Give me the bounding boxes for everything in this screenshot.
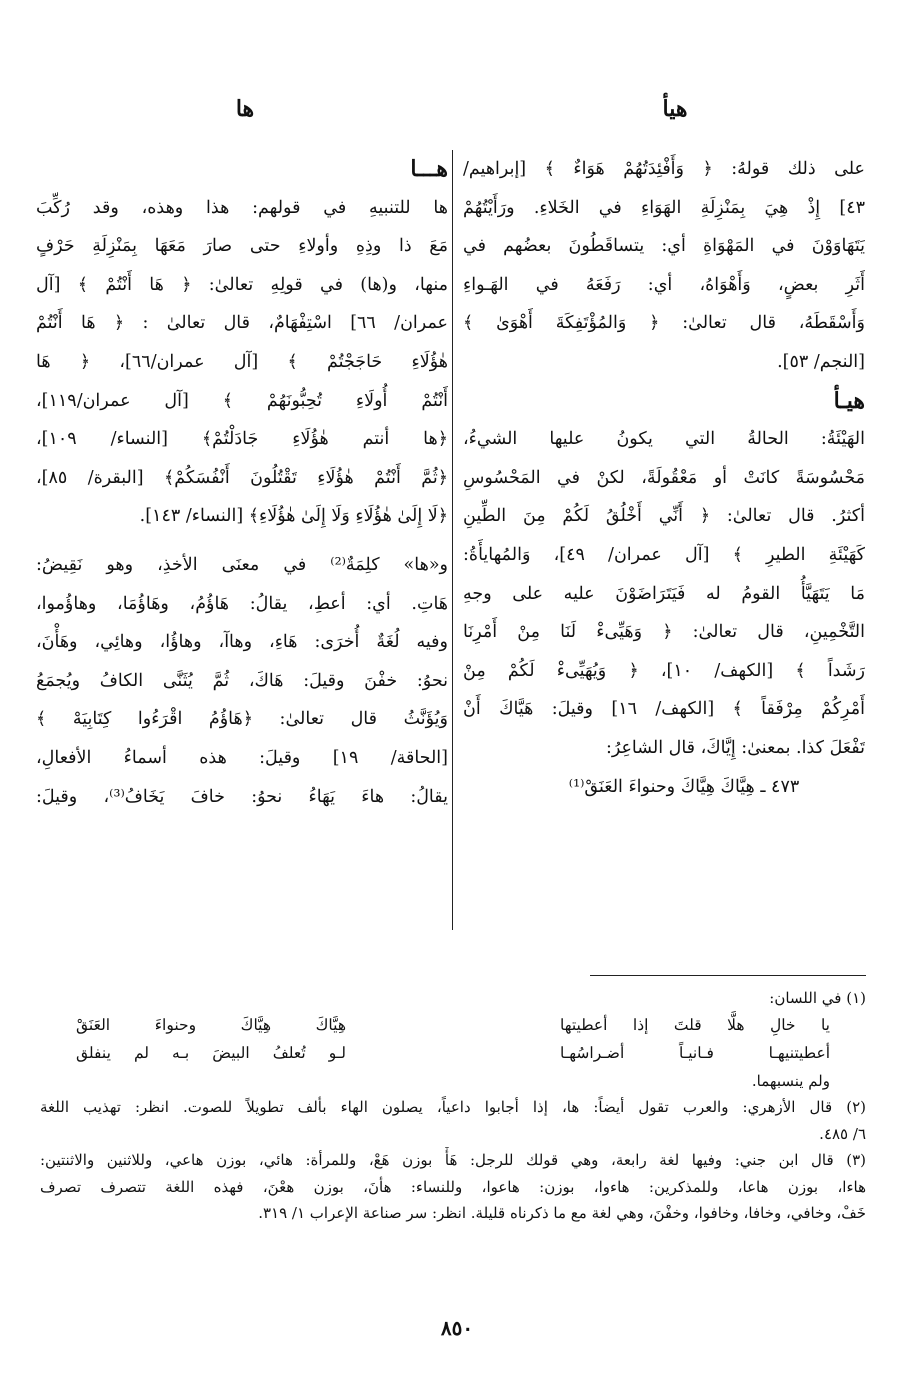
- text-line: رَشَداً ﴾ [الكهف/ ١٠]، ﴿ وَيُهَيِّىءْ لَكُمْ مِنْ: [463, 660, 865, 681]
- text-line: أَمْرِكُمْ مِرْفَقاً ﴾ [الكهف/ ١٦] وقيلَ: هَيَّاكَ أَنْ: [463, 699, 865, 720]
- text-line: نحوُ: خفْنَ وقيلَ: هَاكَ، ثُمَّ يُثَنَّى الكافُ ويُجمَعُ: [36, 670, 448, 691]
- footnote-3-line: (٣) قال ابن جني: وفيها لغة رابعة، وهي قولك للرجل: هَأْ بوزن هَعْ، وللمرأة: هائي، بوزن هاعي، وللاثنين والاثنتين:: [40, 1151, 866, 1169]
- text-line: ٤٣] إِذْ هِيَ بِمَنْزِلَةِ الهَوَاءِ في الخَلاءِ. ورَأَيْتُهُمْ: [463, 197, 865, 218]
- text-line: و«ها» كلِمَةٌ⁽²⁾ في معنَى الأخذِ، وهو نَقِيضُ:: [36, 554, 448, 575]
- verse-line: ٤٧٣ ـ هِيَّاكَ هِيَّاكَ وحنواءَ العَنَقْ⁽¹⁾: [568, 776, 800, 797]
- footnote-3-line: خَفْ، وخافي، وخافا، وخافوا، وخفْنَ، وهي لغة مع ما ذكرناه قليلة. انظر: سر صناعة الإعراب ١/ ٣١٩.: [258, 1204, 866, 1222]
- text-line: وفيه لُغَةٌ أُخرَى: هَاءِ، وهاآ، وهاؤُا، وهائِي، وهَأْنَ،: [36, 632, 448, 653]
- text-line: منها، و(ها) في قولِهِ تعالىٰ: ﴿ هَا أَنْتُمْ ﴾ [آل: [36, 274, 448, 295]
- text-line: هَاتِ. أي: أعطِ، يقالُ: هَاؤُمُ، وهَاؤُمَا، وهاؤُموا،: [36, 593, 448, 614]
- poem-hemistich: لـو تُعلفُ البيضَ بـه لم ينفلق: [76, 1043, 346, 1062]
- text-line: وَيُؤَنَّثُ قال تعالىٰ: ﴿هَاؤُمُ اقْرَءُوا كِتَابِيَهْ ﴾: [36, 709, 448, 730]
- paragraph-gap: [36, 536, 448, 546]
- right-column: [463, 150, 865, 806]
- footnote-2-line: (٢) قال الأزهري: والعرب تقول أيضاً: ها، إذا أجابوا داعياً، يصلون الهاء بألف تطويلاً للصوت. انظر: تهذيب اللغة: [40, 1098, 866, 1116]
- text-line: وَأَسْقَطَهُ، قال تعالىٰ: ﴿ وَالمُؤْتَفِكَةَ أَهْوَىٰ ﴾: [463, 313, 865, 334]
- footnote-2-line: ٦/ ٤٨٥.: [819, 1124, 866, 1143]
- text-line: أَثَرِ بعضٍ، وَأَهْوَاهُ، أي: رَفَعَهُ في الهَـواءِ: [463, 274, 865, 295]
- footnotes: [40, 985, 866, 1227]
- footnote-poem: [40, 1012, 866, 1068]
- text-line: مَحْسُوسَةً كانَتْ أو مَعْقُولَةً، لكنْ في المَحْسُوسِ: [463, 467, 865, 488]
- text-line: التَّخْمِينِ، قال تعالىٰ: ﴿ وَهَيِّىءْ لَنَا مِنْ أَمْرِنَا: [463, 622, 865, 643]
- text-line: هٰؤُلَاءِ حَاجَجْتُمْ ﴾ [آل عمران/٦٦]، ﴿ هَا: [36, 351, 448, 372]
- text-line: أكثرُ. قال تعالىٰ: ﴿ أَنِّي أَخْلُقُ لَكُمْ مِنَ الطِّينِ: [463, 506, 865, 527]
- running-header-left: ها: [235, 96, 255, 122]
- left-column: [36, 150, 448, 816]
- text-line: ﴿لَا إِلَىٰ هٰؤُلَاءِ وَلَا إِلَىٰ هٰؤُلَاءِ﴾ [النساء/ ١٤٣].: [139, 506, 448, 527]
- entry-heading-hayaa: هيـأ: [833, 387, 865, 414]
- footnote-1-head: (١) في اللسان:: [769, 989, 866, 1007]
- column-divider: [452, 150, 453, 930]
- poem-hemistich: أعطيتنيهـا فـانيـاً أضـراسُهـا: [560, 1043, 830, 1062]
- text-line: [النجم/ ٥٣].: [777, 351, 865, 372]
- text-line: الهَيْئَةُ: الحالةُ التي يكونُ عليها الشيءُ،: [463, 429, 865, 450]
- footnote-3-line: هاءا، بوزن هاعا، وللمذكرين: هاءوا، بوزن: هاعوا، وللنساء: هأنَ، بوزن هعْنَ، فهذه اللغة تتصرف تصرف: [40, 1177, 866, 1196]
- text-line: مَا يَتَهَيَّأُ القومُ له فَيَتَرَاضَوْنَ عليه على وجهِ: [463, 583, 865, 604]
- text-line: أَنْتُمْ أُولَاءِ تُحِبُّونَهُمْ ﴾ [آل عمران/١١٩]،: [36, 390, 448, 411]
- text-line: عمران/ ٦٦] اسْتِفْهَامٌ، قال تعالىٰ : ﴿ هَا أَنْتُمْ: [36, 313, 448, 334]
- text-line: ﴿ها أنتم هٰؤُلَاءِ جَادَلْتُمْ﴾ [النساء/ ١٠٩]،: [36, 429, 448, 450]
- text-line: [الحاقة/ ١٩] وقيلَ: هذه أسماءُ الأفعالِ،: [36, 747, 448, 768]
- poem-hemistich: يا خالِ هلَّا قلتَ إذا أعطيتها: [560, 1015, 830, 1034]
- text-line: يقالُ: هاءَ يَهَاءُ نحوُ: خافَ يَخَافُ⁽³⁾، وقيلَ:: [36, 786, 448, 807]
- poem-hemistich: هِيَّاكَ هِيَّاكَ وحنواءَ العَنَقْ: [76, 1015, 346, 1034]
- text-line: ﴿ثُمَّ أَنْتُمْ هٰؤُلَاءِ تَقْتُلُونَ أَنْفُسَكُمْ﴾ [البقرة/ ٨٥]،: [36, 467, 448, 488]
- text-line: ها للتنبيهِ في قولهم: هذا وهذه، وقد رُكِّبَ: [36, 197, 448, 218]
- entry-heading-ha: هـــا: [410, 156, 448, 182]
- page-number: ٨٥٠: [440, 1316, 474, 1340]
- text-line: يَتَهَاوَوْنَ في المَهْوَاةِ أي: يتساقَطُونَ بعضُهم في: [463, 236, 865, 257]
- text-line: تَفْعَلَ كذا. بمعنىٰ: إِيَّاكَ، قال الشاعِرُ:: [605, 737, 865, 758]
- text-line: كَهَيْئَةِ الطيرِ ﴾ [آل عمران/ ٤٩]، وَالمُهايأَةُ:: [463, 544, 865, 565]
- footnote-1-tail: ولم ينسبهما.: [751, 1071, 830, 1090]
- running-header-right: هيأ: [662, 96, 688, 122]
- text-line: مَعَ ذا وذِهِ وأولاءِ حتى صارَ مَعَهَا بِمَنْزِلَةِ حَرْفٍ: [36, 236, 448, 257]
- text-line: على ذلك قولهُ: ﴿ وَأَفْئِدَتُهُمْ هَوَاءٌ ﴾ [إبراهيم/: [463, 159, 865, 179]
- footnote-separator: [590, 975, 866, 976]
